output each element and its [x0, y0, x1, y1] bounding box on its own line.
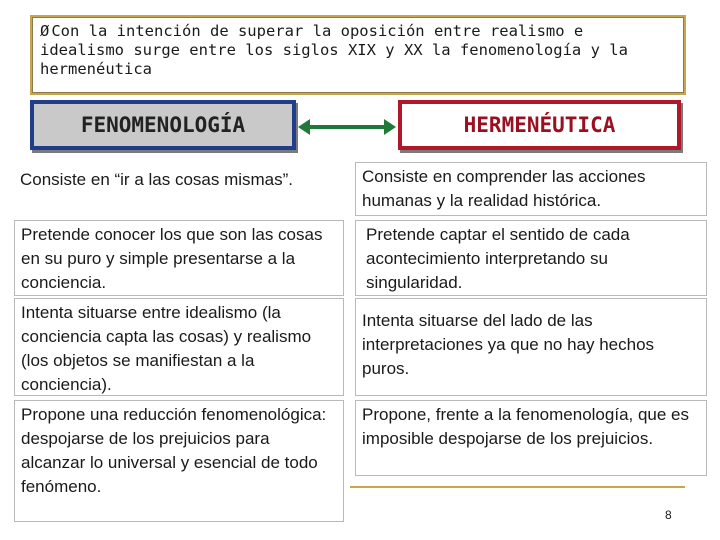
her-row-2: Pretende captar el sentido de cada acontecimiento interpretando su singularidad.	[355, 220, 707, 296]
her-row-4: Propone, frente a la fenomenología, que es imposible despojarse de los prejuicios.	[355, 400, 707, 476]
fen-row-4: Propone una reducción fenomenológica: despojarse de los prejuicios para alcanzar lo universal y esencial de todo fenómeno.	[14, 400, 344, 522]
fenomenologia-header: FENOMENOLOGÍA	[30, 100, 296, 150]
intro-box	[30, 15, 686, 95]
footer-divider	[350, 486, 685, 488]
fen-row-1: Consiste en “ir a las cosas mismas”.	[14, 166, 354, 214]
her-row-3: Intenta situarse del lado de las interpretaciones ya que no hay hechos puros.	[355, 298, 707, 396]
hermeneutica-header: HERMENÉUTICA	[398, 100, 681, 150]
bullet-arrow-icon: Ø	[40, 22, 50, 40]
fen-row-3: Intenta situarse entre idealismo (la conciencia capta las cosas) y realismo (los objetos se manifiestan a la conciencia).	[14, 298, 344, 396]
intro-text: Con la intención de superar la oposición entre realismo e idealismo surge entre los siglos XIX y XX la fenomenología y la hermenéutica	[40, 22, 628, 78]
fen-row-2: Pretende conocer los que son las cosas en su puro y simple presentarse a la conciencia.	[14, 220, 344, 296]
page-number: 8	[665, 508, 672, 522]
her-row-1: Consiste en comprender las acciones humanas y la realidad histórica.	[355, 162, 707, 216]
double-arrow-icon	[296, 115, 398, 139]
